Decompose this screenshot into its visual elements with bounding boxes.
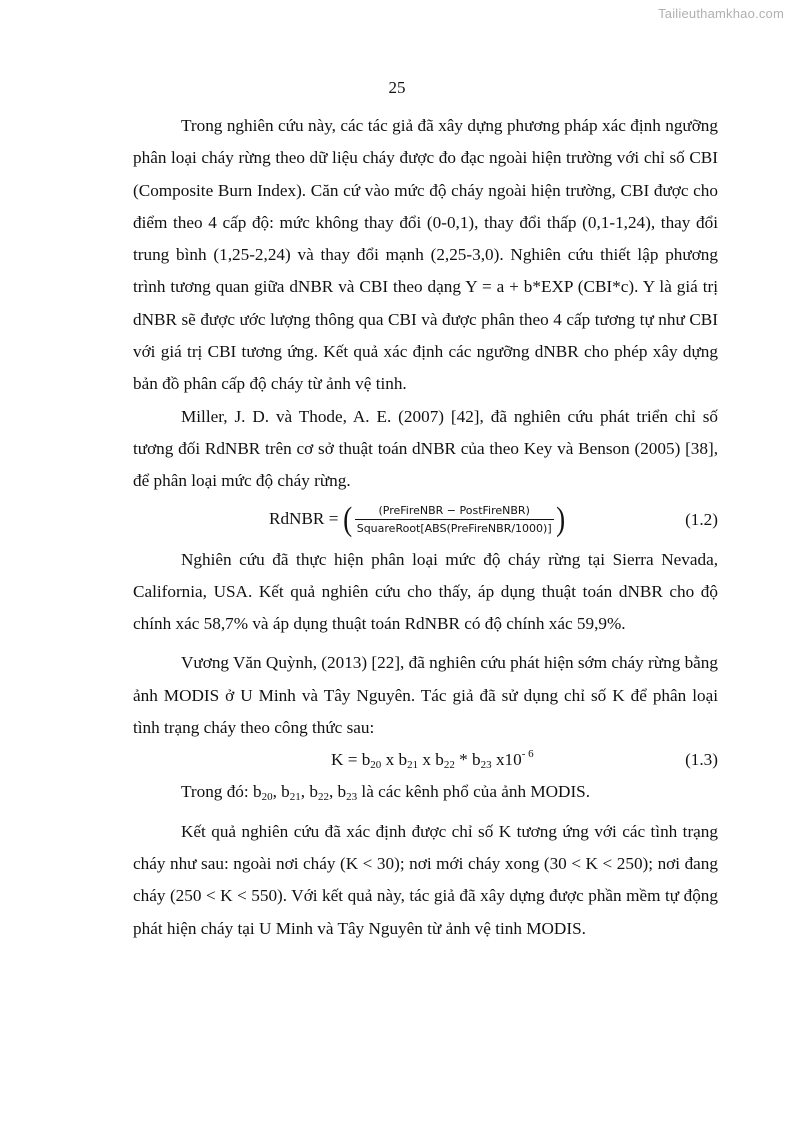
denominator: SquareRoot[ABS(PreFireNBR/1000)] xyxy=(355,519,554,536)
page-number: 25 xyxy=(388,78,406,97)
equation-1-2 xyxy=(133,500,718,540)
equation-number: (1.2) xyxy=(685,509,718,529)
paragraph-cbi-method: Trong nghiên cứu này, các tác giả đã xây dựng phương pháp xác định ngưỡng phân loại cháy rừng theo dữ liệu cháy được đo đạc ngoài hiện trường với chỉ số CBI (Composite Burn Index). Căn cứ vào mức độ cháy ngoài hiện trường, CBI được cho điểm theo 4 cấp độ: mức không thay đổi (0-0,1), thay đổi thấp (0,1-1,24), thay đổi trung bình (1,25-2,24) và thay đổi mạnh (2,25-3,0). Nghiên cứu thiết lập phương trình tương quan giữa dNBR và CBI theo dạng Y = a + b*EXP (CBI*c). Y là giá trị dNBR sẽ được ước lượng thông qua CBI và được phân theo 4 cấp tương tự như CBI với giá trị CBI tương ứng. Kết quả xác định các ngưỡng dNBR cho phép xây dựng bản đồ phân cấp độ cháy từ ảnh vệ tinh. xyxy=(133,116,718,394)
paragraph-where-bands: Trong đó: $b_{20}$, $b_{21}$, $b_{22}$, $b_{23}$ là các kênh phổ của ảnh MODIS. xyxy=(181,782,591,804)
fraction xyxy=(355,503,554,536)
paragraph-results: Kết quả nghiên cứu đã xác định được chỉ số K tương ứng với các tình trạng cháy như sau: ngoài nơi cháy (K < 30); nơi mới cháy xong (30 < K < 250); nơi đang cháy (250 < K < 550). Với kết quả này, tác giả đã xây dựng được phần mềm tự động phát hiện cháy tại U Minh và Tây Nguyên từ ảnh vệ tinh MODIS. xyxy=(133,821,718,938)
rdnbr-formula xyxy=(269,500,566,540)
equation-1-3 xyxy=(133,744,718,776)
paragraph-miller-thode: Miller, J. D. và Thode, A. E. (2007) [42], đã nghiên cứu phát triển chỉ số tương đối RdNBR trên cơ sở thuật toán dNBR của theo Key và Benson (2005) [38], để phân loại mức độ cháy rừng. xyxy=(133,406,718,491)
numerator: (PreFireNBR − PostFireNBR) xyxy=(378,504,530,518)
paragraph-vuong-van-quynh: Vương Văn Quỳnh, (2013) [22], đã nghiên cứu phát hiện sớm cháy rừng bằng ảnh MODIS ở U Minh và Tây Nguyên. Tác giả đã sử dụng chỉ số K để phân loại tình trạng cháy theo công thức sau: xyxy=(133,653,718,738)
paragraph-sierra-nevada: Nghiên cứu đã thực hiện phân loại mức độ cháy rừng tại Sierra Nevada, California, USA. Kết quả nghiên cứu cho thấy, áp dụng thuật toán dNBR cho độ chính xác 58,7% và áp dụng thuật toán RdNBR có độ chính xác 59,9%. xyxy=(133,549,718,634)
left-paren: ( xyxy=(343,500,353,538)
right-paren: ) xyxy=(555,500,565,538)
k-index-formula: $K = b_{20}$ x $b_{21}$ x $b_{22} * b_{23}$ $x10^{- 6}$ xyxy=(331,748,534,772)
watermark: Tailieuthamkhao.com xyxy=(658,6,784,21)
equation-number: (1.3) xyxy=(685,750,718,770)
document-body xyxy=(133,110,718,945)
formula-lhs: RdNBR = xyxy=(269,509,339,529)
